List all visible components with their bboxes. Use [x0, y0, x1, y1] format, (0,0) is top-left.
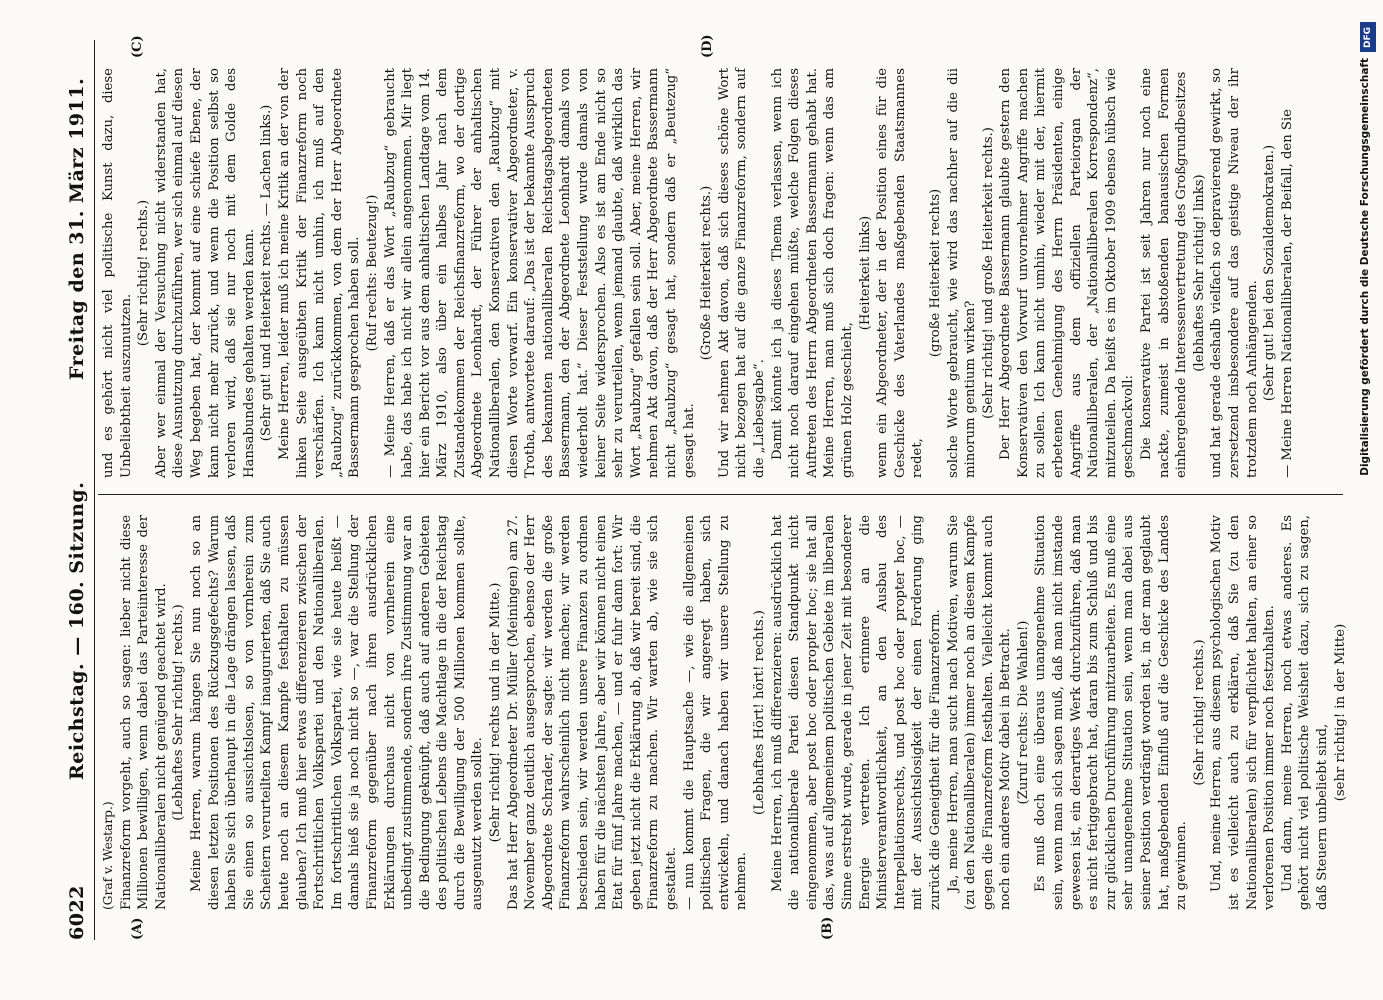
left-column: [100, 515, 1348, 910]
left-paragraph: Ja, meine Herren, man sucht nach Motiven, warum Sie (zu den Nationalliberalen) immer noch an diesem Kampfe gegen die Finanzreform festhalten. Vielleicht kommt auch noch ein anderes Motiv dabei in Betracht.: [945, 515, 1014, 910]
left-paragraph: Finanzreform vorgeht, auch so sagen: lieber nicht diese Millionen bewilligen, wenn dabei das Parteiinteresse der Nationalliberalen nicht genügend geachtet wird.: [118, 515, 169, 910]
right-paragraph: solche Worte gebraucht, wie wird das nachher auf die dii minorum gentium wirken?: [945, 68, 979, 478]
right-column: [100, 68, 1343, 478]
right-paragraph: — Meine Herren, daß er das Wort „Raubzug“ gebraucht habe, das habe ich nicht wir allein angenommen. Mir liegt hier ein Bericht vor aus dem anhaltischen Landtage vom 14. März 1910, also über ein halbes Jahr nach dem Zustandekommen der Reichsfinanzreform, wo der dortige Abgeordnete Leonhardt, der Führer der anhaltischen Nationalliberalen, den Konservativen den „Raubzug“ mit diesen Worte vorwarf. Ein konservativer Abgeordneter, v. Trotha, antwortete darauf: „Das ist der bekannte Ausspruch des bekannten nationalliberalen Reichstagsabgeordneten Bassermann, den der Abgeordnete Leonhardt damals von wiederholt hat.“ Dieser Feststellung wurde damals von keiner Seite widersprochen. Also es ist am Ende nicht so sehr zu verurteilen, wenn jemand glaubte, daß wirklich das Wort „Raubzug“ gefallen sein soll. Aber, meine Herren, wir nehmen Akt davon, daß der Herr Abgeordnete Bassermann nicht „Raubzug“ gesagt hat, sondern daß er „Beutezug“ gesagt hat.: [382, 68, 697, 478]
right-paragraph: Damit könnte ich ja dieses Thema verlassen, wenn ich nicht noch darauf eingehen müßte, welche Folgen dieses Auftreten des Herrn Abgeordneten Bassermann gehabt hat. Meine Herren, man muß sich doch fragen: wenn das am grünen Holz geschieht,: [769, 68, 855, 478]
left-paragraph: (sehr richtig! in der Mitte): [1332, 623, 1348, 802]
right-paragraph: und es gehört nicht viel politische Kunst dazu, diese Unbeliebtheit auszunutzen.: [101, 68, 134, 478]
right-column-paragraphs: [100, 68, 1296, 478]
right-paragraph: Aber wer einmal der Versuchung nicht widerstanden hat, diese Ausnutzung durchzuführen, wer sich einmal auf diesen Weg begeben hat, der kommt auf eine schiefe Ebene, der kann nicht mehr zurück, und wenn die Position selbst so verloren wird, daß sie nur noch mit dem Golde des Hansabundes gehalten werden kann.: [153, 68, 257, 478]
margin-mark-d: (D): [700, 34, 715, 58]
text-columns: [100, 34, 1348, 940]
right-paragraph: wenn ein Abgeordneter, der in der Position eines für die Geschicke des Vaterlandes maßgebenden Staatsmannes redet,: [875, 68, 926, 478]
right-paragraph: (Große Heiterkeit rechts.): [699, 185, 715, 361]
right-paragraph: Und wir nehmen Akt davon, daß sich dieses schöne Wort nicht bezogen hat auf die ganze Finanzreform, sondern auf die „Liebesgabe“.: [716, 68, 767, 478]
left-paragraph: Meine Herren, ich muß differenzieren: ausdrücklich hat die nationalliberale Partei diesen Standpunkt nicht eingenommen, aber post hoc oder propter hoc; sie hat all das, was auf allgemeinem politischen Gebiete im liberalen Sinne erstrebt wurde, gerade in jener Zeit mit besonderer Energie vertreten. Ich erinnere an die Ministerverantwortlichkeit, an den Ausbau des Interpellationsrechts, und post hoc oder propter hoc, — mit der Aussichtslosigkeit der einen Forderung ging zurück die Geneigtheit für die Finanzreform.: [769, 515, 943, 910]
page-number: 6022: [66, 885, 88, 940]
right-paragraph: Meine Herren, leider muß ich meine Kritik an der von der linken Seite ausgeübten Kritik der Finanzreform noch verschärfen. Ich kann nicht umhin, ich muß auf den „Raubzug“ zurückkommen, von dem der Herr Abgeordnete Bassermann gesprochen haben soll.: [276, 68, 363, 478]
page-header: [60, 40, 95, 940]
dfg-funding-note: Digitalisierung gefördert durch die Deutsche Forschungsgemeinschaft: [1359, 58, 1371, 476]
right-paragraph: — Meine Herren Nationalliberalen, der Beifall, den Sie: [1279, 109, 1295, 478]
left-paragraph: (Lebhaftes Hört! hört! rechts.): [751, 610, 767, 815]
speaker-heading: (Graf v. Westarp.): [101, 801, 115, 910]
right-paragraph: (Sehr gut! und Heiterkeit rechts. — Lachen links.): [259, 104, 275, 442]
left-paragraph: — nun kommt die Hauptsache —, wie die allgemeinen politischen Fragen, die wir angeregt haben, sich entwickeln, und danach haben wir unsere Stellung zu nehmen.: [681, 515, 750, 910]
right-paragraph: und hat gerade deshalb vielfach so depravierend gewirkt, so zersetzend insbesondere auf das geistige Niveau der ihr trotzdem noch Anhängenden.: [1209, 68, 1260, 478]
right-paragraph: Der Herr Abgeordnete Bassermann glaubte gestern den Konservativen den Vorwurf unvornehmer Angriffe machen zu sollen. Ich kann nicht umhin, wieder mit der, hiermit erbetenen Genehmigung des Herrn Präsidenten, einige Angriffe aus dem offiziellen Parteiorgan der Nationalliberalen, der „Nationalliberalen Korrespondenz“, mitzuteilen. Da heißt es im Oktober 1909 ebenso hübsch wie geschmackvoll:: [998, 68, 1137, 478]
left-paragraph: (Sehr richtig! rechts und in der Mitte.): [488, 582, 504, 843]
margin-mark-a: (A): [130, 917, 145, 940]
right-paragraph: (Sehr richtig! rechts.): [136, 199, 152, 347]
right-paragraph: Die konservative Partei ist seit Jahren nur noch eine nackte, zumeist in abstoßenden banausischen Formen einhergehende Interessenvertretung des Großgrundbesitzes: [1139, 68, 1190, 478]
session-date: Freitag den 31. März 1911.: [66, 77, 88, 380]
margin-mark-c: (C): [130, 35, 145, 58]
left-paragraph: (Lebhaftes Sehr richtig! rechts.): [171, 604, 187, 821]
left-paragraph: Es muß doch eine überaus unangenehme Situation sein, wenn man sich sagen muß, daß man nicht imstande gewesen ist, ein derartiges Werk durchzuführen, daß man es nicht fertiggebracht hat, daran bis zum Schluß und bis zur glücklichen Durchführung mitzuarbeiten. Es muß eine sehr unangenehme Situation sein, wenn man dabei aus seiner Position verdrängt worden ist, in der man geglaubt hat, maßgebenden Einfluß auf die Geschicke des Landes zu gewinnen.: [1033, 515, 1190, 910]
left-column-paragraphs: [118, 515, 1350, 910]
right-paragraph: (Heiterkeit links): [857, 215, 873, 331]
left-paragraph: Meine Herren, warum hängen Sie nun noch so an diesen letzten Positionen des Rückzugsgefechts? Warum haben Sie sich überhaupt in die Lage drängen lassen, daß Sie einen so aussichtslosen, so von vornherein zum Scheitern verurteilten Kampf inaugurierten, daß Sie auch heute noch an diesem Kampfe festhalten zu müssen glauben? Ich muß hier etwas differenzieren zwischen der Fortschrittlichen Volkspartei und den Nationalliberalen. Im fortschrittlichen Volkspartei, wie sie heute heißt — damals hieß sie ja noch nicht so —, war die Stellung der Finanzreform gegenüber nach ihren ausdrücklichen Erklärungen durchaus nicht von vornherein eine unbedingt zustimmende, sondern ihre Zustimmung war an die Bedingung geknüpft, daß auch auf anderen Gebieten des politischen Lebens die Machtlage in die der Reichstag durch die Bewilligung der 500 Millionen kommen sollte, ausgenutzt werden sollte.: [188, 515, 486, 910]
dfg-sidebar: [1357, 10, 1377, 990]
left-paragraph: Das hat Herr Abgeordneter Dr. Müller (Meiningen) am 27. November ganz deutlich ausgesprochen, ebenso der Herr Abgeordnete Schrader, der sagte: wir werden die große Finanzreform wahrscheinlich nicht machen; wir werden beschieden sein, wir werden unsere Finanzen zu ordnen haben für die nächsten Jahre, aber wir können nicht einen Etat für fünf Jahre machen, — und er fuhr dann fort: Wir geben jetzt nicht die Erklärung ab, daß wir bereit sind, die Finanzreform zu machen. Wir warten ab, wie sie sich gestaltet.: [505, 515, 679, 910]
right-paragraph: (Sehr gut! bei den Sozialdemokraten.): [1262, 144, 1278, 402]
right-paragraph: (Ruf rechts: Beutezug!): [364, 194, 380, 352]
left-paragraph: (Zuruf rechts: Die Wahlen!): [1015, 620, 1031, 805]
left-paragraph: (Sehr richtig! rechts.): [1191, 639, 1207, 786]
dfg-logo: DFG: [1360, 22, 1376, 52]
column-divider: [98, 494, 1343, 495]
left-paragraph: Und, meine Herren, aus diesem psychologischen Motiv ist es vielleicht auch zu erklären, daß Sie (zu den Nationalliberalen) sich für verpflichtet halten, an einer so verlorenen Position immer noch festzuhalten.: [1209, 515, 1278, 910]
right-paragraph: (große Heiterkeit rechts): [927, 188, 943, 358]
left-paragraph: Und dann, meine Herren, noch etwas anderes. Es gehört nicht viel politische Weisheit dazu, sich zu sagen, daß Steuern unbeliebt sind,: [1279, 515, 1330, 910]
margin-mark-b: (B): [820, 916, 835, 940]
right-paragraph: (Sehr richtig! und große Heiterkeit rechts.): [980, 127, 996, 419]
session-title: Reichstag. — 160. Sitzung.: [66, 481, 88, 780]
right-paragraph: (lebhaftes Sehr richtig! links): [1191, 174, 1207, 372]
